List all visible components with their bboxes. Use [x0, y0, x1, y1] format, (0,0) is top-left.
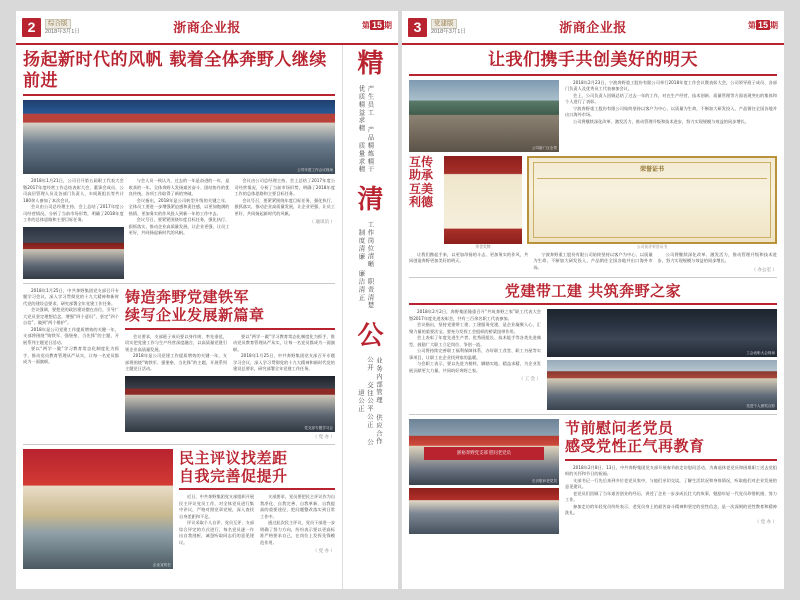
- article-a3-inner: [179, 494, 335, 554]
- article-a2-photo: [125, 376, 335, 432]
- paragraph: 会议强调，要把党的政治建设摆在首位，引导广大党员坚定理想信念，增强“四个意识”，坚定“四个自信”，做到“两个维护”。: [23, 307, 119, 326]
- article-b3-headline-line2: 感受党性正气再教育: [565, 437, 705, 456]
- paragraph: 会议号召，要紧紧围绕年度目标任务，强化执行、狠抓落实，推动企业高质量发展，让企业更强、让员工更好，共同扬起新时代的风帆。: [128, 217, 230, 236]
- article-b1-photo: [409, 80, 559, 152]
- slogan-strip-left: [342, 45, 398, 589]
- paragraph: 公司将继续深化改革、激发活力，推动管理升级和技术进步，努力实现规模与效益的同步增长。: [657, 251, 777, 264]
- divider: [125, 328, 335, 330]
- article-b3-photo: [409, 419, 559, 485]
- paragraph: 2018年2月2日，奔野集团隆重召开“共筑奔野之家”职工代表大会暨2017年度先进表彰会，共有三百余名职工代表参加。: [409, 309, 541, 321]
- paragraph: 2018年2月23日，宁波奔野重工股份有限公司举行2018年度工作会议暨表彰大会，公司领导班子成员、各部门负责人及优秀员工代表参加会议。: [565, 79, 777, 92]
- article-a3-main: [179, 449, 335, 569]
- paragraph: 要以“两学一做”学习教育常态化制度化为抓手，推动党员教育管理从严从实，让每一名党员都成为一面旗帜。: [23, 346, 119, 365]
- article-b1-headline: 让我们携手共创美好的明天: [488, 50, 698, 70]
- article-b1-plaque-photo: [444, 156, 522, 244]
- article-a2-photo-caption: 党支部专题学习会: [304, 425, 333, 430]
- divider: [409, 277, 777, 278]
- issue-right: [748, 20, 778, 31]
- paragraph: 参加走访的年轻党员纷纷表示，老党员身上的艰苦奋斗精神和坚定的党性信念，是一次深刻的党性教育和精神洗礼。: [565, 503, 777, 516]
- publication-logo-left: [173, 17, 241, 36]
- article-b3-top: [409, 419, 777, 534]
- article-b2-photo: [547, 309, 777, 357]
- paragraph: 会议号召，要紧紧围绕年度目标任务，强化执行、狠抓落实，推动企业高质量发展，让企业更强、让员工更好，共同扬起新时代的风帆。: [234, 197, 336, 216]
- slogan-char: 清: [357, 185, 384, 215]
- article-b1-photo-col: [409, 80, 559, 152]
- article-a1-photo-secondary: [23, 227, 124, 279]
- issue-suffix-left: 期: [384, 21, 392, 30]
- article-b2-photo-caption: 工会表彰大会现场: [746, 351, 775, 356]
- certificate-inner-border: [533, 162, 771, 238]
- article-a3: [23, 449, 335, 569]
- article-a2-top: [23, 288, 335, 440]
- paragraph: 公司将持续完善职工福利保障体系，办好职工食堂、职工书屋等实事项目，让职工在企业找到家的温暖。: [409, 348, 541, 360]
- page-date-right: 2018年3月1日: [431, 29, 466, 36]
- paragraph: 要以“两学一做”学习教育常态化制度化为抓手，推动党员教育管理从严从实，让每一名党员都成为一面旗帜。: [233, 333, 335, 352]
- article-b2-headline: 党建带工建 共筑奔野之家: [504, 281, 682, 300]
- article-a1-headline: 扬起新时代的风帆 载着全体奔野人继续前进: [23, 50, 327, 91]
- paragraph: 会议要求，支部班子成员要以身作则、率先垂范，切实把党建工作与生产经营深度融合，以高质量党建引领企业高质量发展。: [125, 333, 227, 352]
- paragraph: 2018年1月25日，中共奔野集团党支部召开专题学习会议，深入学习贯彻党的十九大精神和新时代党的建设总要求，研究部署全年党建工作任务。: [23, 287, 119, 306]
- masthead-left: [16, 11, 398, 45]
- slogan-item-gong: [357, 323, 384, 449]
- page-left: [16, 11, 398, 589]
- publication-title-right: 浙商企业报: [559, 21, 627, 36]
- divider: [565, 459, 777, 461]
- paragraph: 老党员们回顾了当年艰苦创业的经历，讲述了企业一步步成长壮大的故事，勉励年轻一代党员珍惜机遇、努力工作。: [565, 490, 777, 503]
- article-b1-cert-title: 荣誉证书: [639, 166, 664, 173]
- issue-number-left: 15: [371, 20, 382, 30]
- article-a2-main: [125, 288, 335, 440]
- article-b2-text-col: [409, 309, 541, 410]
- paragraph: 支部书记一行先后来到多位老党员家中，与他们亲切交谈，了解生活状况和身体情况，听取他们对企业发展的意见建议。: [565, 477, 777, 490]
- divider: [409, 303, 777, 305]
- paragraph: 宁波奔野重工股份有限公司始终坚持以客户为中心、以质量为生命，不断加大研发投入，产品销往全国各地并出口海外市场。: [565, 105, 777, 118]
- article-a3-col-1: [179, 494, 254, 554]
- slogan-char: 公: [357, 321, 384, 351]
- article-b3-photo-banner-text: 浙裕奔野党支部 慰问老党员: [457, 450, 511, 456]
- article-b1-plaque-caption: 荣誉奖牌: [475, 244, 491, 249]
- page-number-right: 3: [408, 18, 427, 37]
- article-a3-top: [23, 449, 335, 569]
- publication-title-left: 浙商企业报: [173, 21, 241, 36]
- article-b1-cert-caption: 公司获评荣誉证书: [636, 244, 668, 249]
- page-right: [402, 11, 784, 589]
- slogan-text: 业务内部管理 供应合作公开 交往公平公正 公道公正: [357, 355, 383, 447]
- slogan-item-jing: [357, 51, 383, 177]
- article-b3-photo-2: [409, 488, 559, 534]
- article-b1-photo-caption: 公司新厂区全景: [531, 145, 557, 150]
- divider: [23, 444, 335, 445]
- article-b3-photo-banner: [424, 447, 544, 460]
- issue-suffix-right: 期: [770, 21, 778, 30]
- article-a2: [23, 288, 335, 440]
- article-b1-cert-photo: [527, 156, 777, 244]
- article-b1-col-1: [409, 252, 528, 273]
- article-b1-side-words: 互传助承互美利德: [409, 154, 434, 210]
- paragraph: 与会人员一致认为，过去的一年是奋进的一年、是收获的一年。全体奔野人发扬艰苦奋斗、团结协作的优良传统，各项工作取得了新的突破。: [128, 178, 230, 197]
- page-right-body: [402, 45, 784, 534]
- article-b3-main: [565, 419, 777, 534]
- article-b3: [409, 419, 777, 534]
- paragraph: 会上表彰了年度先进生产者、优秀班组长、技术能手等各类先进典型，鼓励广大职工立足岗位、争创一流。: [409, 335, 541, 347]
- paragraph: 公司将继续深化改革、激发活力，推动管理升级和技术进步，努力实现规模与效益的同步增长。: [573, 118, 749, 124]
- article-a1-photo: [23, 100, 335, 174]
- article-a2-col-lead: [23, 288, 119, 440]
- article-b1-plaque-wrap: [444, 156, 522, 250]
- article-a1-col-3: [234, 178, 335, 279]
- article-a2-col-2: [233, 334, 335, 373]
- publication-logo-right: [559, 17, 627, 36]
- page-number-left: 2: [22, 18, 41, 37]
- article-a3-headline-line1: 民主评议找差距: [179, 448, 288, 467]
- page-category-right: [431, 18, 466, 36]
- article-b2-photo-2: [547, 360, 777, 410]
- article-a1-photo-caption: 公司年度工作会议现场: [297, 168, 333, 173]
- issue-prefix-left: 第: [361, 21, 370, 30]
- article-b3-photo-col: [409, 419, 559, 534]
- article-b3-headline-line1: 节前慰问老党员: [565, 419, 674, 438]
- article-a2-inner: [125, 334, 335, 373]
- article-b1: [409, 50, 777, 273]
- paragraph: 宁波奔野重工股份有限公司始终坚持以客户为中心、以质量为生命，不断加大研发投入，产品销往全国各地并出口海外市场。: [533, 251, 653, 270]
- paragraph: 2018年是公司党建工作提质增效的关键一年，支部将围绕“铸铁军、强堡垒、当先锋”的主题，开展系列主题党日活动。: [125, 353, 227, 372]
- issue-prefix-right: 第: [747, 21, 756, 30]
- page-category-left: [45, 18, 80, 36]
- paragraph: 会议由公司总经理主持，会上总结了2017年度公司经营情况，分析了当前市场形势，明确了2018年度工作的总体思路和主要目标任务。: [23, 204, 124, 223]
- divider: [409, 74, 777, 76]
- paragraph: 2018年1月25日，中共奔野集团党支部召开专题学习会议，深入学习贯彻党的十九大精神和新时代党的建设总要求，研究部署全年党建工作任务。: [233, 353, 335, 372]
- paragraph: 会议指出，2018年是公司转型升级的关键之年，全体员工要进一步增强紧迫感和责任感，以更加饱满的热情、更加务实的作风投入到新一年的工作中去。: [128, 197, 230, 216]
- slogan-item-qing: [357, 187, 383, 313]
- article-b1-col-2: [533, 252, 652, 273]
- article-a3-photo-wrap: [23, 449, 173, 569]
- article-b2: [409, 282, 777, 410]
- article-a3-signature: （ 党 办 ）: [312, 548, 335, 554]
- slogan-text: 产生员工 产品精炼精干 优质精益求精 质量求精: [357, 84, 375, 174]
- divider: [23, 94, 335, 96]
- paragraph: 让我们携起手来，以更加昂扬的斗志、更加务实的作风，共同创造奔野更加美好的明天。: [409, 251, 529, 264]
- article-a2-headline-line1: 铸造奔野党建铁军: [125, 287, 250, 306]
- paragraph: 2018年是公司党建工作提质增效的关键一年，支部将围绕“铸铁军、强堡垒、当先锋”的主题，开展系列主题党日活动。: [23, 326, 119, 345]
- divider: [409, 414, 777, 415]
- slogan-char: 精: [357, 49, 384, 79]
- article-a3-photo-caption: 企业宣传栏: [153, 562, 171, 567]
- article-a2-headline-line2: 续写企业发展新篇章: [125, 306, 265, 325]
- article-b3-photo-caption: 走访慰问老党员: [531, 479, 557, 484]
- article-a3-headline-line2: 自我完善促提升: [179, 466, 288, 485]
- paragraph: 评议采取个人自评、党员互评、支部综合评定的方式进行，每名党员逐一作出自我剖析，诚恳听取同志们的意见建议。: [179, 520, 255, 545]
- article-b1-bottom-cols: [409, 252, 777, 273]
- article-a1: [23, 50, 335, 279]
- article-b1-signature: （ 办公室 ）: [751, 266, 777, 272]
- article-b1-cert-wrap: [527, 156, 777, 250]
- divider: [179, 488, 335, 490]
- page-date-left: 2018年3月1日: [45, 29, 80, 36]
- article-b2-signature: （ 工 会 ）: [518, 376, 541, 382]
- paragraph: 会上，公司负责人回顾总结了过去一年的工作，对在生产经营、技术创新、质量管理等方面表现突出的集体和个人进行了表彰。: [565, 92, 777, 105]
- decorative-line: [537, 178, 767, 179]
- article-a1-signature: （ 通讯员 ）: [309, 219, 336, 225]
- paragraph: 会议由公司总经理主持，会上总结了2017年度公司经营情况，分析了当前市场形势，明确了2018年度工作的总体思路和主要目标任务。: [234, 178, 336, 197]
- article-b1-top: [409, 80, 777, 152]
- paragraph: 会议指出，坚持党建带工建、工建服务党建，是企业凝聚人心、汇聚力量的重要法宝。要充分发挥工会组织的桥梁纽带作用。: [409, 322, 541, 334]
- masthead-right: [402, 11, 784, 45]
- article-b3-signature: （ 党 办 ）: [754, 518, 777, 524]
- article-a1-columns: [23, 178, 335, 279]
- page-category-label-right: 党建版: [431, 19, 457, 29]
- article-a3-photo: [23, 449, 173, 569]
- article-b2-photo-caption-2: 先进个人颁奖合影: [746, 404, 775, 409]
- article-b2-top: [409, 309, 777, 410]
- issue-left: [362, 20, 392, 31]
- article-a2-signature: （ 党 办 ）: [312, 433, 335, 439]
- article-b1-mid: [409, 156, 777, 250]
- article-a1-col-1: [23, 178, 124, 279]
- paragraph: 通过此次民主评议，党员干部进一步明确了努力方向，纷纷表示要以更高标准严格要求自己，在岗位上发挥先锋模范作用。: [260, 520, 336, 545]
- paragraph: 与会职工表示，要以先进为榜样，脚踏实地、精益求精，为企业发展贡献更大力量，共同筑好奔野之家。: [409, 361, 541, 373]
- divider: [23, 283, 335, 284]
- slogan-text: 工作岗位清晰 职责清楚 制度清廉 廉洁清正: [357, 220, 375, 310]
- article-a3-col-2: [260, 494, 335, 554]
- article-b1-text-col: [565, 80, 777, 152]
- article-b1-col-3: [658, 252, 777, 273]
- page-category-label-left: 综合版: [45, 19, 71, 29]
- article-b2-photo-col: [547, 309, 777, 410]
- issue-number-right: 15: [757, 20, 768, 30]
- paragraph: 近日，中共奔野集团党支部组织开展民主评议党员工作，对全体党员进行集中评议，严格对照党章党规，深入查找自身差距和不足。: [179, 494, 255, 519]
- paragraph: 2018年1月21日，公司召开第五届职工代表大会暨2017年度经营工作总结表彰大会，董事会成员、公司高层管理人员及各部门负责人、车间班组长等共计180余人参加了本次会议。: [23, 178, 124, 203]
- article-a2-col-1: [125, 334, 227, 373]
- page-left-body: [16, 45, 342, 589]
- paragraph: 2018年2月8日、13日，中共奔野集团党支部开展春节前走访慰问活动，为离退休老党员和困难职工送去党组织的关怀和节日的祝福。: [565, 464, 777, 477]
- paragraph: 支部要求，党员要把民主评议作为自我净化、自我完善、自我革新、自我提高的重要途径，把问题整改落实到日常工作中。: [260, 494, 336, 519]
- article-a1-col-2: [129, 178, 230, 279]
